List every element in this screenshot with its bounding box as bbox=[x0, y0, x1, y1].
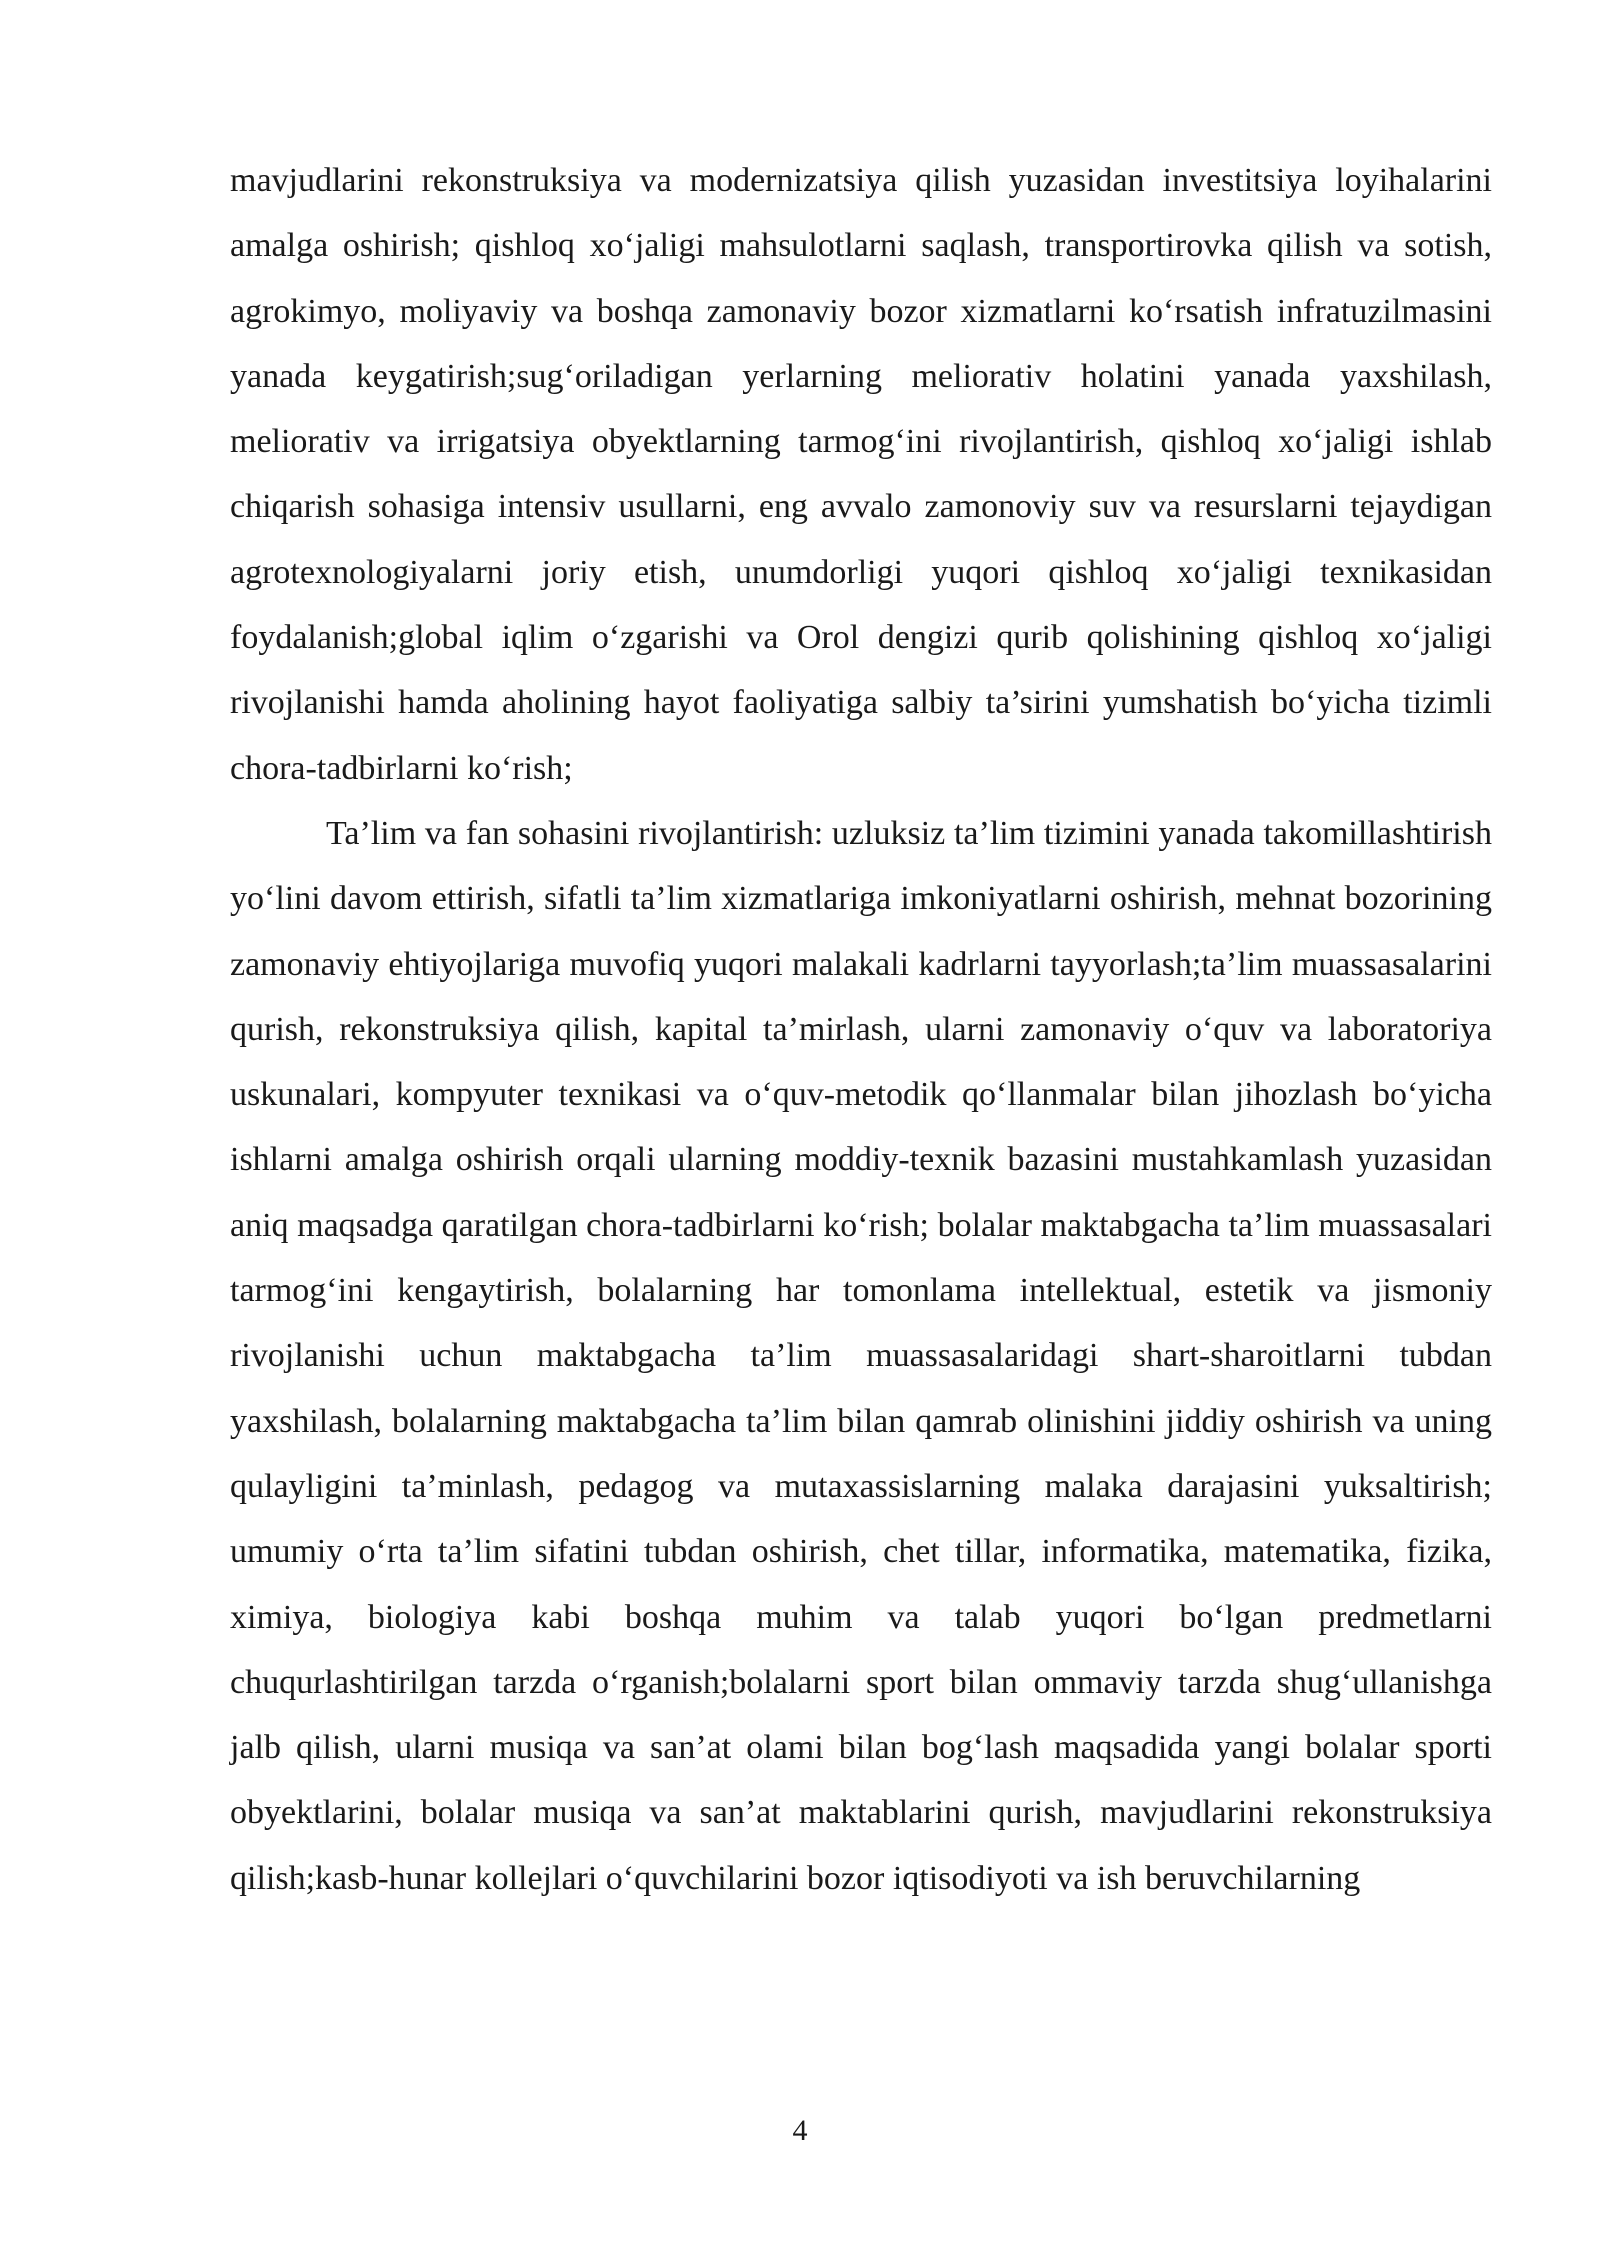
paragraph-continuation: mavjudlarini rekonstruksiya va modernizatsiya qilish yuzasidan investitsiya loyihalarini amalga oshirish; qishloq xo‘jaligi mahsulotlarni saqlash, transportirovka qilish va sotish, agrokimyo, moliyaviy va boshqa zamonaviy bozor xizmatlarni ko‘rsatish infratuzilmasini yanada keygatirish;sug‘oriladigan yerlarning meliorativ holatini yanada yaxshilash, meliorativ va irrigatsiya obyektlarning tarmog‘ini rivojlantirish, qishloq xo‘jaligi ishlab chiqarish sohasiga intensiv usullarni, eng avvalo zamonoviy suv va resurslarni tejaydigan agrotexnologiyalarni joriy etish, unumdorligi yuqori qishloq xo‘jaligi texnikasidan foydalanish;global iqlim o‘zgarishi va Orol dengizi qurib qolishining qishloq xo‘jaligi rivojlanishi hamda aholining hayot faoliyatiga salbiy ta’sirini yumshatish bo‘yicha tizimli chora-tadbirlarni ko‘rish; bbox=[230, 162, 1492, 787]
page-number: 4 bbox=[792, 2114, 808, 2147]
paragraph-education-science: Ta’lim va fan sohasini rivojlantirish: uzluksiz ta’lim tizimini yanada takomillashtirish yo‘lini davom ettirish, sifatli ta’lim xizmatlariga imkoniyatlarni oshirish, mehnat bozorining zamonaviy ehtiyojlariga muvofiq yuqori malakali kadrlarni tayyorlash;ta’lim muassasalarini qurish, rekonstruksiya qilish, kapital ta’mirlash, ularni zamonaviy o‘quv va laboratoriya uskunalari, kompyuter texnikasi va o‘quv-metodik qo‘llanmalar bilan jihozlash bo‘yicha ishlarni amalga oshirish orqali ularning moddiy-texnik bazasini mustahkamlash yuzasidan aniq maqsadga qaratilgan chora-tadbirlarni ko‘rish; bolalar maktabgacha ta’lim muassasalari tarmog‘ini kengaytirish, bolalarning har tomonlama intellektual, estetik va jismoniy rivojlanishi uchun maktabgacha ta’lim muassasalaridagi shart-sharoitlarni tubdan yaxshilash, bolalarning maktabgacha ta’lim bilan qamrab olinishini jiddiy oshirish va uning qulayligini ta’minlash, pedagog va mutaxassislarning malaka darajasini yuksaltirish; umumiy o‘rta ta’lim sifatini tubdan oshirish, chet tillar, informatika, matematika, fizika, ximiya, biologiya kabi boshqa muhim va talab yuqori bo‘lgan predmetlarni chuqurlashtirilgan tarzda o‘rganish;bolalarni sport bilan ommaviy tarzda shug‘ullanishga jalb qilish, ularni musiqa va san’at olami bilan bog‘lash maqsadida yangi bolalar sporti obyektlarini, bolalar musiqa va san’at maktablarini qurish, mavjudlarini rekonstruksiya qilish;kasb-hunar kollejlari o‘quvchilarini bozor iqtisodiyoti va ish beruvchilarning bbox=[230, 814, 1492, 1897]
body-text bbox=[230, 148, 1492, 1911]
